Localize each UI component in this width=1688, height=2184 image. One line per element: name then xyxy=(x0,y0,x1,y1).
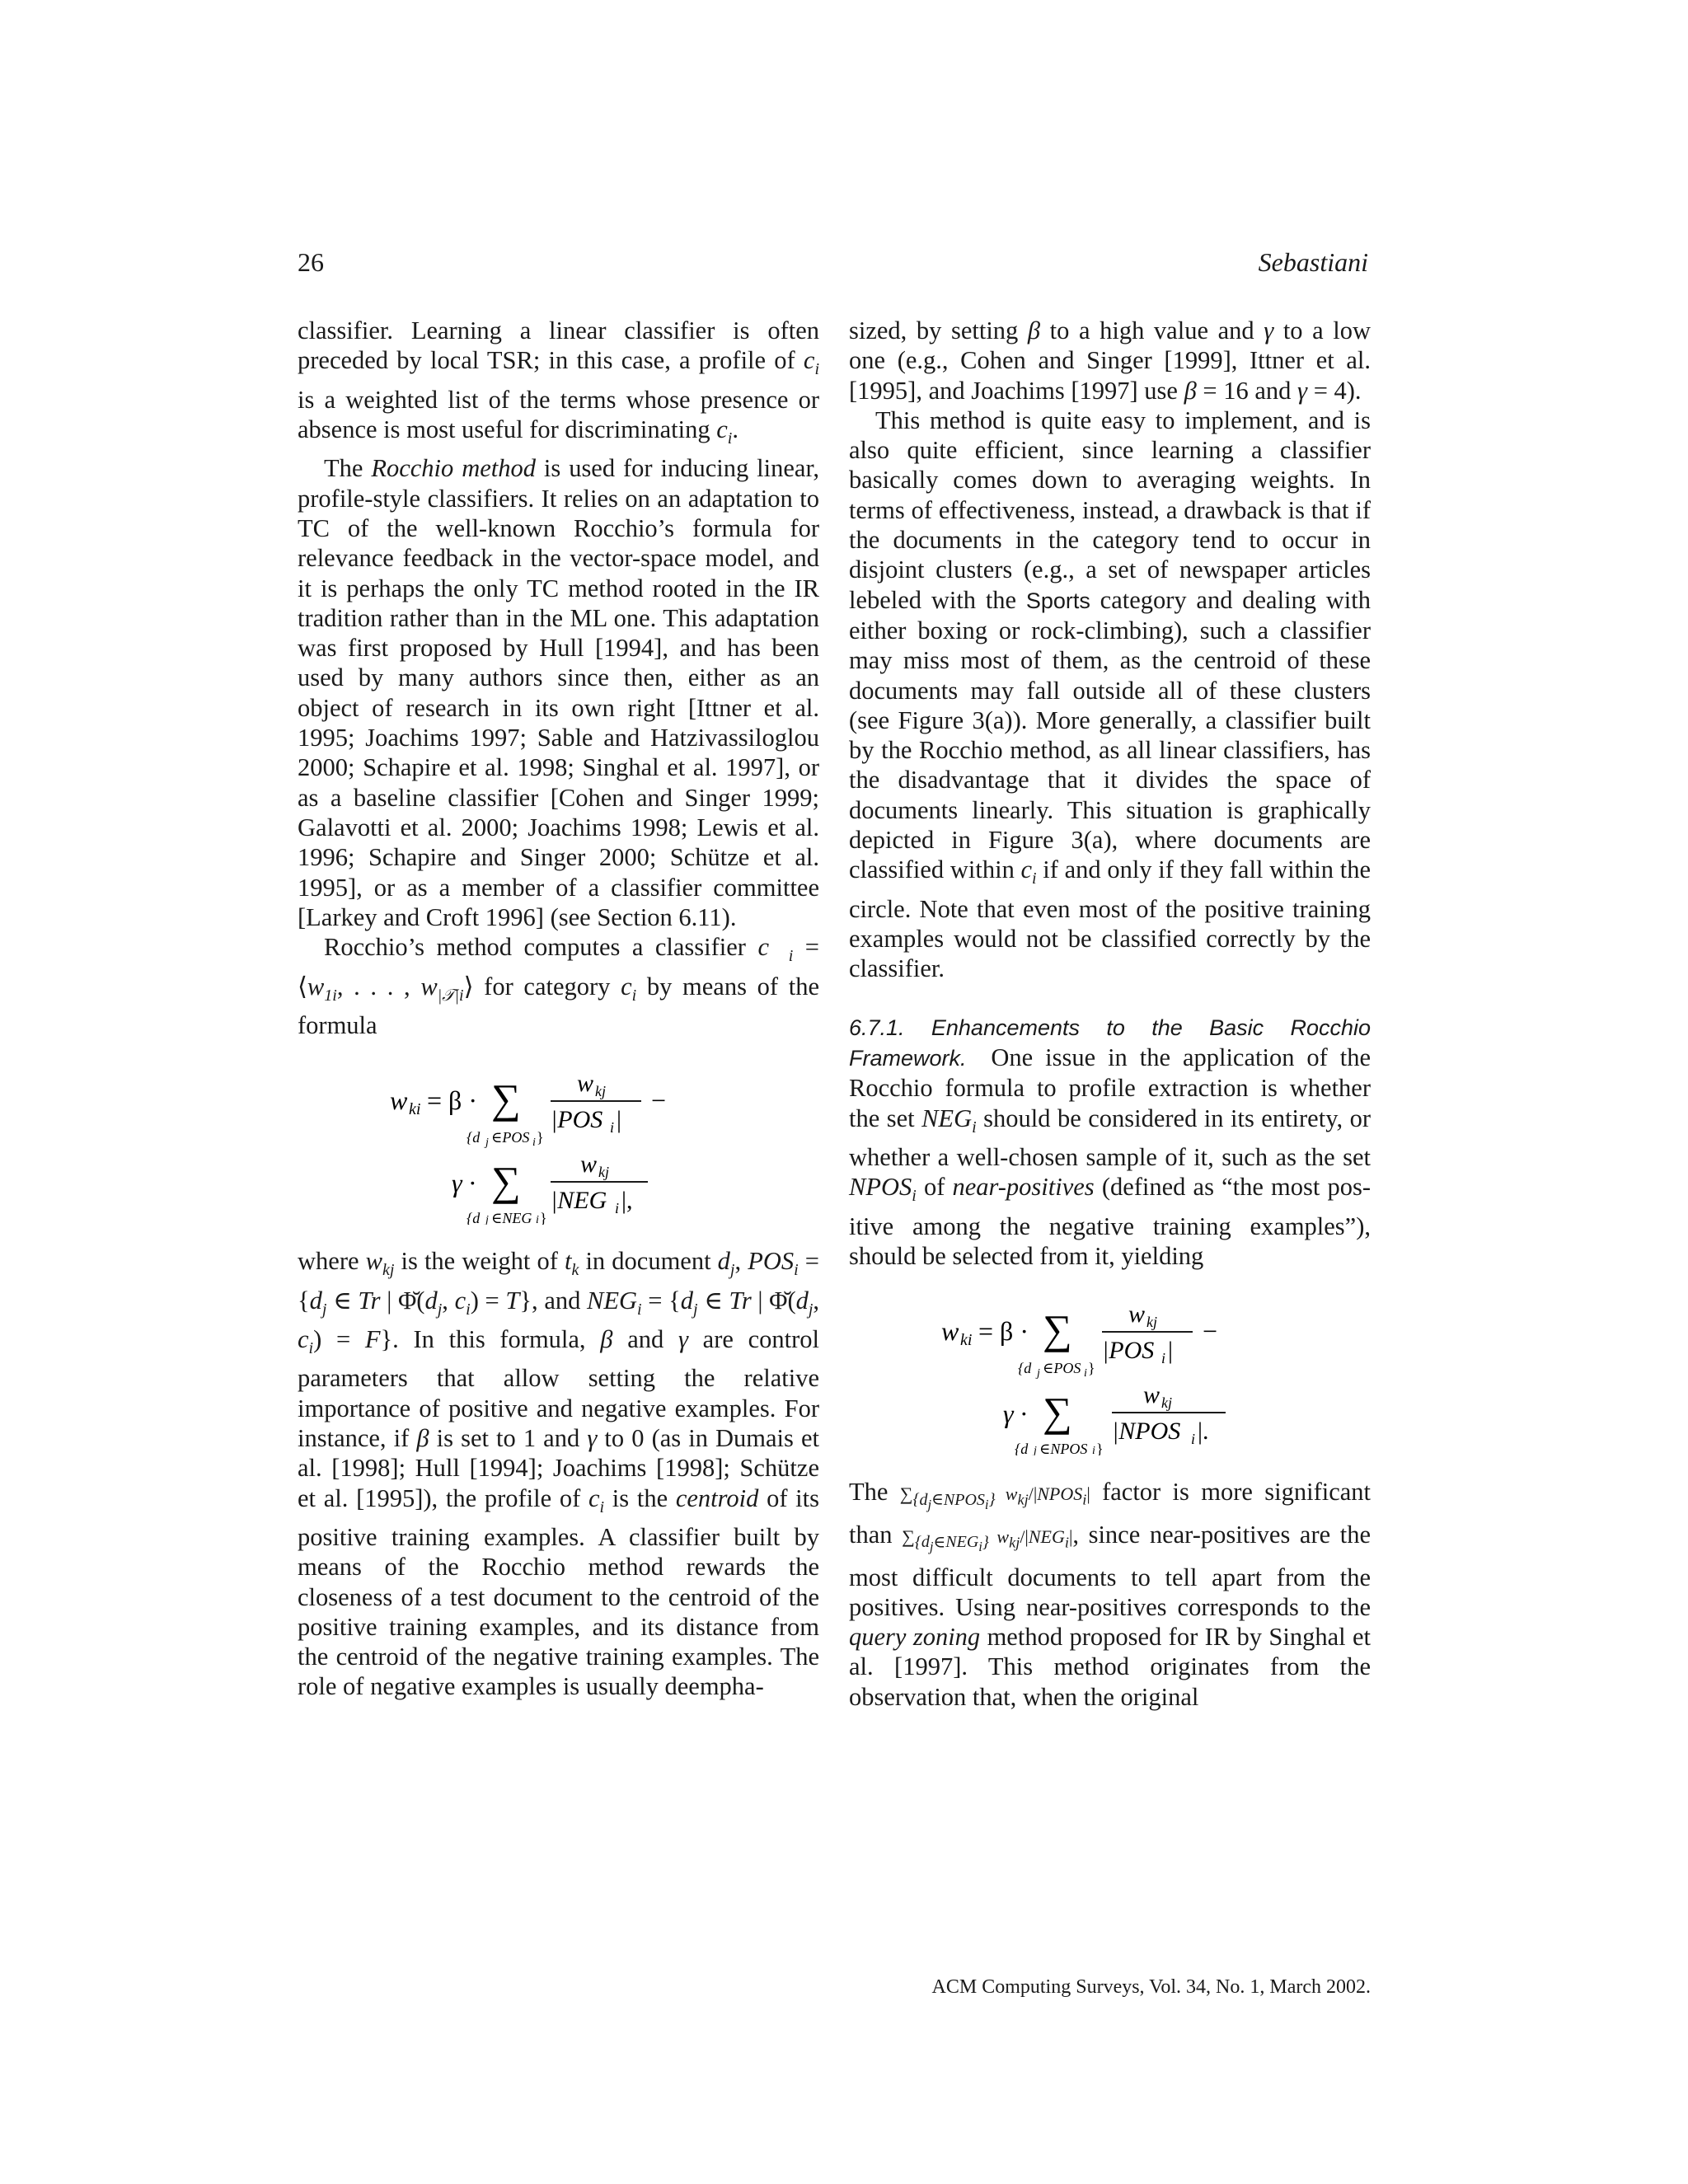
svg-text:}: } xyxy=(536,1129,544,1146)
svg-text:{d: {d xyxy=(1014,1441,1028,1456)
svg-text:w: w xyxy=(576,1070,593,1098)
svg-text:·: · xyxy=(1019,1399,1029,1429)
svg-text:|NPOS: |NPOS xyxy=(1111,1418,1180,1446)
svg-text:∑: ∑ xyxy=(1042,1389,1072,1436)
journal-footer: ACM Computing Surveys, Vol. 34, No. 1, March 2002. xyxy=(931,1976,1371,1998)
svg-text:}: } xyxy=(1095,1441,1104,1456)
running-head: Sebastiani xyxy=(1258,247,1368,277)
svg-text:{d: {d xyxy=(466,1210,480,1226)
right-paragraph-1: sized, by setting β to a high value and γ to a low one (e.g., Cohen and Singer [1999], Ittner et al. [1995], and Joachims [1997] use β = 16 and γ = 4). xyxy=(849,316,1372,405)
section-title: 6.7.1. Enhancements to the Basic Rocchio Framework. xyxy=(849,1015,1371,1071)
svg-text:= β ·: = β · xyxy=(978,1316,1029,1347)
svg-text:−: − xyxy=(650,1085,666,1116)
svg-text:w: w xyxy=(389,1085,407,1116)
left-column xyxy=(298,316,819,1702)
svg-text:j: j xyxy=(485,1214,489,1226)
rocchio-equation xyxy=(298,1060,819,1225)
svg-text:i: i xyxy=(1190,1431,1195,1448)
svg-text:i: i xyxy=(1083,1367,1087,1380)
left-paragraph-3: Rocchio’s method computes a classifier $c⃗_i$ = $⟨w_{1i}$, . . . , $w_{|𝒯|i}⟩$ for category $c_i$ by means of the formula xyxy=(298,933,819,1039)
svg-text:kj: kj xyxy=(1160,1394,1172,1412)
svg-text:∈NEG: ∈NEG xyxy=(490,1210,532,1226)
svg-text:|POS: |POS xyxy=(1101,1337,1154,1365)
left-paragraph-1: classifier. Learning a linear classifier is often preceded by local TSR; in this case, a profile of $c_i$ is a weighted list of the terms whose presence or absence is most useful for discriminating $c_i$. xyxy=(298,316,819,448)
svg-text:|POS: |POS xyxy=(550,1106,603,1134)
svg-text:j: j xyxy=(1036,1367,1040,1380)
svg-text:i: i xyxy=(1160,1350,1165,1367)
svg-text:∑: ∑ xyxy=(490,1076,521,1122)
section-6-7-1: 6.7.1. Enhancements to the Basic Rocchio Framework. One issue in the application of the Rocchio formula to profile extraction is whether the set $NEG_i$ should be considered in its entirety, or whether a well-chosen sample of it, such as the set $NPOS_i$ of near-positives (defined as “the most positive among the negative training examples”), should be selected from it, yielding xyxy=(849,1015,1371,1270)
svg-text:}: } xyxy=(539,1210,547,1226)
svg-text:i: i xyxy=(1091,1445,1095,1456)
svg-text:γ: γ xyxy=(1002,1399,1014,1429)
svg-text:|: | xyxy=(616,1106,621,1134)
svg-text:}: } xyxy=(1087,1360,1095,1377)
svg-text:ki: ki xyxy=(408,1100,420,1119)
svg-text:−: − xyxy=(1202,1316,1217,1347)
svg-text:·: · xyxy=(467,1168,477,1198)
svg-text:w: w xyxy=(579,1151,597,1179)
svg-text:γ: γ xyxy=(451,1168,462,1198)
svg-text:i: i xyxy=(609,1119,614,1137)
svg-text:∈POS: ∈POS xyxy=(490,1129,529,1146)
svg-text:∈NPOS: ∈NPOS xyxy=(1039,1441,1087,1456)
svg-text:j: j xyxy=(1033,1445,1037,1456)
svg-text:∈POS: ∈POS xyxy=(1042,1360,1081,1377)
svg-text:i: i xyxy=(532,1137,536,1150)
near-positive-equation xyxy=(849,1291,1371,1455)
svg-text:j: j xyxy=(485,1137,489,1150)
svg-text:w: w xyxy=(940,1316,959,1347)
svg-text:kj: kj xyxy=(598,1164,609,1181)
svg-text:= β ·: = β · xyxy=(426,1085,477,1116)
svg-text:kj: kj xyxy=(1146,1314,1157,1331)
right-paragraph-2: This method is quite easy to implement, and is also quite efficient, since learning a classifier basically comes down to averaging weights. In terms of effectiveness, instead, a drawback is that if the documents in the category tend to occur in disjoint clusters (e.g., a set of newspaper articles lebeled with the Sports category and dealing with either boxing or rock-climbing), such a classifier may miss most of them, as the centroid of these documents may fall outside all of these clusters (see Figure 3(a)). More generally, a classifier built by the Rocchio method, as all linear classifiers, has the disadvantage that it divides the space of documents linearly. This situation is graphically depicted in Figure 3(a), where documents are classified within $c_i$ if and only if they fall within the circle. Note that even most of the positive training examples would not be classified correctly by the classifier. xyxy=(849,405,1372,983)
left-paragraph-4: where $w_{kj}$ is the weight of $t_k$ in document $d_j$, $POS_i = \{d_j$ ∈ Tr | $\Phĭ(d_j$, $c_i) = T$}, and $NEG_i = \{d_j$ ∈ Tr | $\Phĭ(d_j$, $c_i) = F$}. In this formula, β and γ are control parameters that allow setting the relative importance of positive and negative examples. For instance, if β is set to 1 and γ to 0 (as in Dumais et al. [1998]; Hull [1994]; Joachims [1998]; Schütze et al. [1995]), the profile of $c_i$ is the centroid of its positive training examples. A classifier built by means of the Rocchio method rewards the closeness of a test document to the centroid of the positive training examples, and its distance from the centroid of the negative training examples. The role of negative examples is usually deempha- xyxy=(298,1247,820,1701)
svg-text:{d: {d xyxy=(466,1129,480,1146)
svg-text:w: w xyxy=(1142,1381,1160,1409)
svg-text:|NEG: |NEG xyxy=(550,1187,607,1215)
svg-text:w: w xyxy=(1128,1301,1145,1329)
svg-text:∑: ∑ xyxy=(1042,1306,1072,1353)
right-paragraph-4: The $\sum_{\{d_j\in NPOS_i\}}$ $w_{kj}/|NPOS_i|$ factor is more significant than $\sum_{\{d_j\in NEG_i\}}$ $w_{kj}/|NEG_i|$, since near-positives are the most difficult documents to tell apart from the positives. Using near-positives corresponds to the query zoning method proposed for IR by Singhal et al. [1997]. This method originates from the observation that, when the original xyxy=(849,1478,1372,1711)
svg-text:|.: |. xyxy=(1197,1418,1209,1446)
page-number: 26 xyxy=(298,247,324,277)
svg-text:i: i xyxy=(535,1214,539,1226)
svg-text:{d: {d xyxy=(1017,1360,1031,1377)
svg-text:ki: ki xyxy=(959,1331,972,1350)
right-column xyxy=(849,316,1371,1712)
svg-text:∑: ∑ xyxy=(490,1158,521,1205)
left-paragraph-2: The Rocchio method is used for inducing linear, profile-style classifiers. It relies on an adaptation to TC of the well-known Rocchio’s formula for relevance feedback in the vector-space model, and it is perhaps the only TC method rooted in the IR tradition rather than in the ML one. This adaptation was first proposed by Hull [1994], and has been used by many authors since then, either as an object of research in its own right [Ittner et al. 1995; Joachims 1997; Sable and Hatzivassiloglou 2000; Schapire et al. 1998; Singhal et al. 1997], or as a baseline classifier [Cohen and Singer 1999; Galavotti et al. 2000; Joachims 1998; Lewis et al. 1996; Schapire and Singer 2000; Schütze et al. 1995], or as a member of a classifier committee [Larkey and Croft 1996] (see Section 6.11). xyxy=(298,454,820,931)
svg-text:kj: kj xyxy=(594,1083,606,1100)
svg-text:i: i xyxy=(614,1200,619,1217)
svg-text:|: | xyxy=(1167,1337,1173,1365)
svg-text:|,: |, xyxy=(621,1187,633,1215)
